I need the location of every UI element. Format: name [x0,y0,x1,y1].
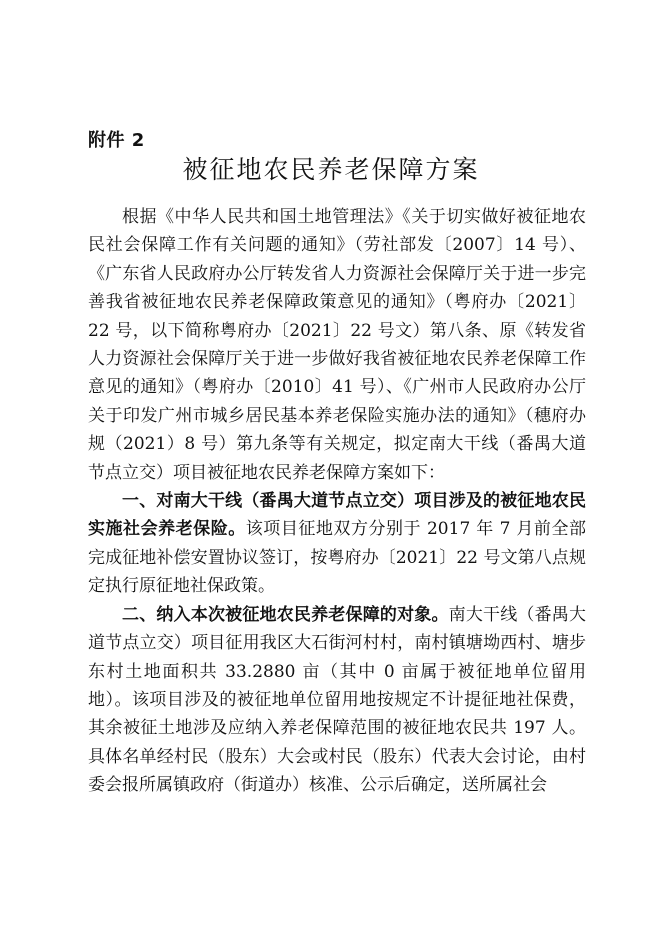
attachment-label: 附件 2 [88,130,145,151]
paragraph-text: 根据《中华人民共和国土地管理法》《关于切实做好被征地农民社会保障工作有关问题的通知》（劳社部发〔2007〕14 号）、《广东省人民政府办公厅转发省人力资源社会保障厅关于进一步完善我省被征地农民养老保障政策意见的通知》（粤府办〔2021〕22 号，以下简称粤府办〔2021〕22 号文）第八条、原《转发省人力资源社会保障厅关于进一步做好我省被征地农民养老保障工作意见的通知》（粤府办〔2010〕41 号）、《广州市人民政府办公厅关于印发广州市城乡居民基本养老保险实施办法的通知》（穗府办规（2021）8 号）第九条等有关规定，拟定南大干线（番禺大道节点立交）项目被征地农民养老保障方案如下： [88,207,586,483]
document-title: 被征地农民养老保障方案 [182,155,480,184]
document-body [88,203,586,800]
paragraph-text: 南大干线（番禺大道节点立交）项目征用我区大石街河村村，南村镇塘坳西村、塘步东村土地面积共 33.2880 亩（其中 0 亩属于被征地单位留用地）。该项目涉及的被征地单位留用地按规定不计提征地社保费，其余被征土地涉及应纳入养老保障范围的被征地农民共 197 人。具体名单经村民（股东）大会或村民（股东）代表大会讨论，由村委会报所属镇政府（街道办）核准、公示后确定，送所属社会 [88,604,587,796]
paragraph-intro [88,203,586,487]
section-heading: 一、对南大干线（番禺大道节点立交）项目涉及的被征地农民实施社会养老保险。 [88,491,586,540]
paragraph-text: 该项目征地双方分别于 2017 年 7 月前全部完成征地补偿安置协议签订，按粤府办〔2021〕22 号文第八点规定执行原征地社保政策。 [88,519,586,597]
paragraph-section-1 [88,487,586,601]
section-heading: 二、纳入本次被征地农民养老保障的对象。 [122,604,449,625]
paragraph-section-2 [88,601,586,800]
